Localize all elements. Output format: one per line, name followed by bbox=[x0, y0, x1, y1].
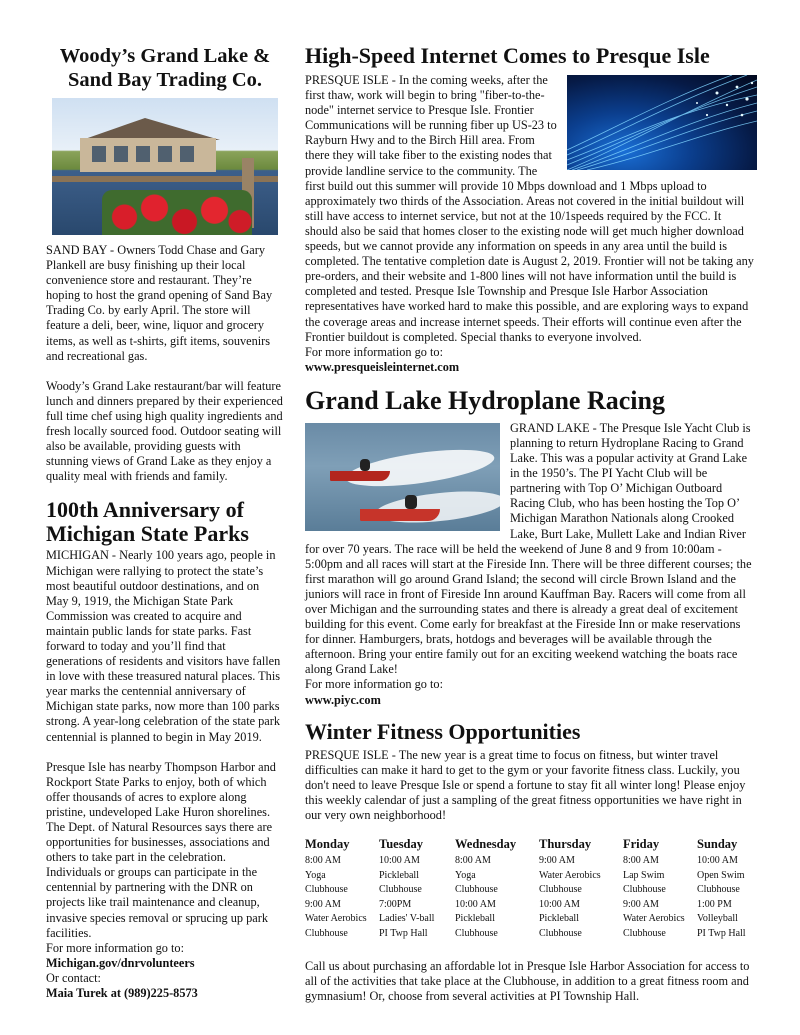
dateline: MICHIGAN - bbox=[46, 548, 120, 563]
schedule-cell: 7:00PM bbox=[379, 898, 412, 910]
dateline: GRAND LAKE - bbox=[510, 420, 600, 435]
schedule-cell: 9:00 AM bbox=[539, 855, 575, 867]
dateline: PRESQUE ISLE - bbox=[305, 73, 399, 87]
fitness-schedule-table bbox=[305, 837, 757, 941]
schedule-cell: Pickleball bbox=[539, 913, 579, 925]
schedule-cell: Yoga bbox=[455, 869, 476, 881]
parks-contact: Maia Turek at (989)225-8573 bbox=[46, 986, 198, 1001]
building-roof bbox=[70, 118, 220, 140]
schedule-cell: 8:00 AM bbox=[305, 855, 341, 867]
schedule-cell: Clubhouse bbox=[305, 884, 348, 896]
fiber-optic-photo bbox=[567, 75, 757, 170]
schedule-cell: 10:00 AM bbox=[455, 898, 496, 910]
hydro-article bbox=[305, 421, 757, 708]
woodys-paragraph-1 bbox=[46, 243, 284, 364]
schedule-cell: Water Aerobics bbox=[539, 869, 601, 881]
parks-paragraph-1 bbox=[46, 548, 284, 744]
schedule-cell: Clubhouse bbox=[455, 884, 498, 896]
left-column bbox=[46, 44, 284, 1001]
fiber-strands bbox=[567, 75, 757, 170]
fitness-intro bbox=[305, 748, 757, 823]
woodys-paragraph-2: Woody’s Grand Lake restaurant/bar will feature lunch and dinners prepared by their experienced full time chef using high quality ingredients and fresh locally sourced food. Outdoor seating will also be available, providing guests with stunning views of Grand Lake as they enjoy a quality meal with friends and family. bbox=[46, 378, 283, 484]
internet-headline: High-Speed Internet Comes to Presque Isle bbox=[305, 43, 710, 68]
schedule-cell: PI Twp Hall bbox=[697, 927, 746, 939]
schedule-cell: Clubhouse bbox=[539, 927, 582, 939]
hydro-link[interactable]: www.piyc.com bbox=[305, 692, 381, 707]
dateline: PRESQUE ISLE - bbox=[305, 747, 399, 762]
woodys-body-1: Owners Todd Chase and Gary Plankell are busy finishing up their local convenience store and restaurant. They’re hoping to host the grand opening of Sand Bay Trading Co. by early April. The store will feature a deli, beer, wine, liquor and grocery items, as well as t-shirts, gift items, souvenirs and recreational gas. bbox=[46, 243, 273, 363]
boat-driver bbox=[360, 459, 370, 471]
hydro-more-info: For more information go to: bbox=[305, 677, 443, 692]
building-window bbox=[114, 146, 128, 162]
schedule-cell: Open Swim bbox=[697, 869, 745, 881]
internet-body-text: In the coming weeks, after the first thaw, work will begin to bring "fiber-to-the-node" internet service to Presque Isle. Frontier Communications will be running fiber up US-23 to Rayburn Hwy and to the Birch Hill area. From there they will take fiber to the existing nodes that provide landline service to the community. The first build out this summer will provide 10 Mbps download and 1 Mbps upload to approximately two thirds of the Association. Areas not covered in the initial buildout will still have access to internet service, but not at the 10/1speeds required by the FCC. It should also be said that homes closer to the existing node will get much higher download speeds, but we cannot provide any information on speeds in any area until the build is completed. The tentative completion date is August 2, 2019. Frontier will not be taking any pre-orders, and their website and 1-800 lines will not have information until the build is completed and tested. Presque Isle Township and Presque Isle Harbor Association representatives have worked hard to make this possible, and are exploring ways to expand the coverage areas and increase internet speeds. Their efforts will continue even after the Frontier buildout is completed. Special thanks to everyone involved. bbox=[305, 73, 754, 344]
boat-wake bbox=[374, 486, 500, 527]
hydro-headline: Grand Lake Hydroplane Racing bbox=[305, 385, 665, 415]
schedule-cell: Clubhouse bbox=[623, 884, 666, 896]
schedule-cell: PI Twp Hall bbox=[379, 927, 428, 939]
internet-link[interactable]: www.presqueisleinternet.com bbox=[305, 359, 460, 374]
schedule-cell: 10:00 AM bbox=[539, 898, 580, 910]
schedule-cell: 10:00 AM bbox=[379, 855, 420, 867]
schedule-cell: Clubhouse bbox=[623, 927, 666, 939]
hydro-body-text: The Presque Isle Yacht Club is planning to return Hydroplane Racing to Grand Lake. This was a popular activity at Grand Lake in the 1950’s. The PI Yacht Club will be partnering with Top O’ Michigan Outboard Racing Club, who has been hosting the Top O’ Michigan Marathon Nationals along Crooked Lake, Burt Lake, Mullett Lake and Indian River for over 70 years. The race will be held the weekend of June 8 and 9 from 10:00am - 5:00pm and all races will start at the Fireside Inn. There will be three different courses; the first marathon will go around Grand Island; the second will circle Brown Island and the juniors will race in front of Fireside Inn around Kauffman Bay. Racers will come from all over Michigan and the surrounding states and there is already a great deal of excitement building for this event. Come early for breakfast at the Fireside Inn or make reservations for dinner. Hamburgers, brats, hotdogs and beverages will be available through the afternoon. Bring your entire family out for an exciting weekend watching the boats race along Grand Lake! bbox=[305, 420, 752, 677]
day-header: Friday bbox=[623, 837, 660, 852]
building-window bbox=[136, 146, 150, 162]
internet-more-info: For more information go to: bbox=[305, 344, 443, 359]
building-window bbox=[158, 146, 172, 162]
schedule-row bbox=[305, 912, 757, 927]
hydroplane-boat bbox=[360, 509, 440, 521]
internet-article bbox=[305, 73, 757, 375]
red-flowers bbox=[102, 190, 252, 235]
schedule-cell: Pickleball bbox=[379, 869, 419, 881]
building-window bbox=[180, 146, 194, 162]
day-header: Monday bbox=[305, 837, 350, 852]
fitness-closing: Call us about purchasing an affordable lot in Presque Isle Harbor Association for access to all of the activities that take place at the Clubhouse, in addition to a great fitness room and gymnasium! Or, choose from several activities at PI Township Hall. bbox=[305, 959, 750, 1004]
schedule-cell: Volleyball bbox=[697, 913, 738, 925]
schedule-cell: Clubhouse bbox=[539, 884, 582, 896]
parks-more-info: For more information go to: bbox=[46, 940, 184, 955]
parks-link[interactable]: Michigan.gov/dnrvolunteers bbox=[46, 955, 195, 970]
schedule-row bbox=[305, 898, 757, 913]
parks-paragraph-2: Presque Isle has nearby Thompson Harbor and Rockport State Parks to enjoy, both of which offer thousands of acres to explore along pristine, undeveloped Lake Huron shorelines. The Dept. of Natural Resources says there are opportunities for businesses, associations and others to take part in the celebration. Individuals or groups can participate in the centennial by partnering with the DNR on projects like trail maintenance and cleanup, invasive species removal or sprucing up park facilities. bbox=[46, 759, 276, 940]
woodys-headline: Woody’s Grand Lake & Sand Bay Trading Co. bbox=[59, 45, 271, 91]
fitness-body-text: The new year is a great time to focus on fitness, but winter travel difficulties can make it hard to get to the gym or your favorite fitness class. Luckily, you don't need to leave Presque Isle or spend a fortune to stay fit all winter long! Please enjoy this weekly calendar of just a sampling of the great fitness opportunities we have right in our very own neighborhood! bbox=[305, 747, 746, 823]
schedule-row bbox=[305, 869, 757, 884]
schedule-cell: Clubhouse bbox=[455, 927, 498, 939]
schedule-cell: 9:00 AM bbox=[305, 898, 341, 910]
day-header: Tuesday bbox=[379, 837, 424, 852]
schedule-row bbox=[305, 927, 757, 942]
parks-headline: 100th Anniversary of Michigan State Parks bbox=[46, 497, 249, 547]
boat-driver bbox=[405, 495, 417, 509]
schedule-cell: 8:00 AM bbox=[455, 855, 491, 867]
schedule-cell: Clubhouse bbox=[305, 927, 348, 939]
building-window bbox=[92, 146, 106, 162]
schedule-cell: Ladies' V-ball bbox=[379, 913, 435, 925]
parks-body-1: Nearly 100 years ago, people in Michigan were rallying to protect the state’s most beautiful outdoor destinations, and on May 9, 1919, the Michigan State Park Commission was created to acquire and maintain public lands for state parks. Fast forward to today and you’ll find that generations of residents and visitors have fallen in love with these treasured natural places. This year marks the centennial anniversary of Michigan state parks, now more than 100 parks strong. A year-long celebration of the state park centennial is planned to begin in May 2019. bbox=[46, 548, 281, 744]
schedule-cell: Lap Swim bbox=[623, 869, 665, 881]
schedule-cell: Water Aerobics bbox=[623, 913, 685, 925]
right-column bbox=[305, 44, 757, 1004]
schedule-cell: Pickleball bbox=[455, 913, 495, 925]
schedule-cell: 9:00 AM bbox=[623, 898, 659, 910]
schedule-cell: Clubhouse bbox=[379, 884, 422, 896]
day-header: Thursday bbox=[539, 837, 592, 852]
schedule-cell: 10:00 AM bbox=[697, 855, 738, 867]
woodys-store-photo bbox=[52, 98, 278, 235]
day-header: Sunday bbox=[697, 837, 738, 852]
schedule-cell: 1:00 PM bbox=[697, 898, 732, 910]
schedule-row bbox=[305, 883, 757, 898]
schedule-cell: Water Aerobics bbox=[305, 913, 367, 925]
hydroplane-photo bbox=[305, 423, 500, 531]
dateline: SAND BAY - bbox=[46, 243, 118, 257]
schedule-row bbox=[305, 854, 757, 869]
hydroplane-boat bbox=[330, 471, 390, 481]
parks-contact-label: Or contact: bbox=[46, 970, 101, 985]
schedule-cell: Clubhouse bbox=[697, 884, 740, 896]
fitness-headline: Winter Fitness Opportunities bbox=[305, 718, 581, 744]
schedule-cell: 8:00 AM bbox=[623, 855, 659, 867]
day-header: Wednesday bbox=[455, 837, 517, 852]
schedule-cell: Yoga bbox=[305, 869, 326, 881]
schedule-header-row bbox=[305, 837, 757, 854]
